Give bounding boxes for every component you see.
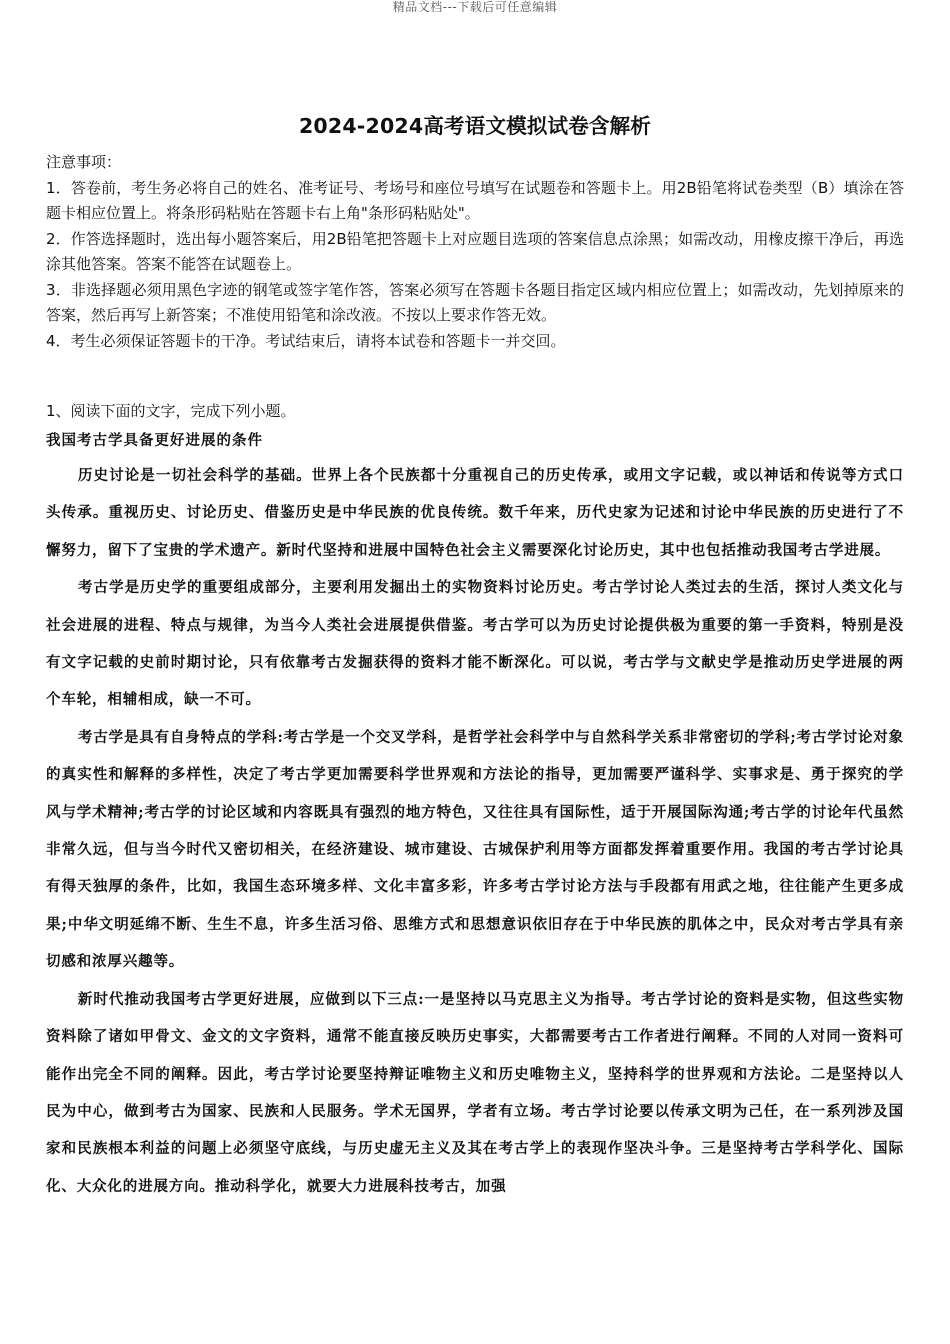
- question-intro: 1、阅读下面的文字，完成下列小题。: [46, 402, 296, 420]
- notice-item-3: 3．非选择题必须用黑色字迹的钢笔或签字笔作答，答案必须写在答题卡各题目指定区域内相应位置上；如需改动，先划掉原来的答案，然后再写上新答案；不准使用铅笔和涂改液。不按以上要求作答无效。: [46, 280, 904, 324]
- passage-paragraph-4: 新时代推动我国考古学更好进展，应做到以下三点:一是坚持以马克思主义为指导。考古学讨论的资料是实物，但这些实物资料除了诸如甲骨文、金文的文字资料，通常不能直接反映历史事实，大都需要考古工作者进行阐释。不同的人对同一资料可能作出完全不同的阐释。因此，考古学讨论要坚持辩证唯物主义和历史唯物主义，坚持科学的世界观和方法论。二是坚持以人民为中心，做到考古为国家、民族和人民服务。学术无国界，学者有立场。考古学讨论要以传承文明为己任，在一系列涉及国家和民族根本利益的问题上必须坚守底线，与历史虚无主义及其在考古学上的表现作坚决斗争。三是坚持考古学科学化、国际化、大众化的进展方向。推动科学化，就要大力进展科技考古，加强: [46, 990, 904, 1195]
- passage-paragraph-1: 历史讨论是一切社会科学的基础。世界上各个民族都十分重视自己的历史传承，或用文字记载，或以神话和传说等方式口头传承。重视历史、讨论历史、借鉴历史是中华民族的优良传统。数千年来，历代史家为记述和讨论中华民族的历史进行了不懈努力，留下了宝贵的学术遗产。新时代坚持和进展中国特色社会主义需要深化讨论历史，其中也包括推动我国考古学进展。: [46, 467, 904, 559]
- passage-paragraph-3: 考古学是具有自身特点的学科:考古学是一个交叉学科，是哲学社会科学中与自然科学关系非常密切的学科;考古学讨论对象的真实性和解释的多样性，决定了考古学更加需要科学世界观和方法论的指导，更加需要严谨科学、实事求是、勇于探究的学风与学术精神;考古学的讨论区域和内容既具有强烈的地方特色，又往往具有国际性，适于开展国际沟通;考古学的讨论年代虽然非常久远，但与当今时代又密切相关，在经济建设、城市建设、古城保护利用等方面都发挥着重要作用。我国的考古学讨论具有得天独厚的条件，比如，我国生态环境多样、文化丰富多彩，许多考古学讨论方法与手段都有用武之地，往往能产生更多成果;中华文明延绵不断、生生不息，许多生活习俗、思维方式和思想意识依旧存在于中华民族的肌体之中，民众对考古学具有亲切感和浓厚兴趣等。: [46, 728, 904, 971]
- passage-body: [46, 457, 904, 1205]
- document-title: 2024-2024高考语文模拟试卷含解析: [298, 114, 652, 138]
- passage-paragraph-2: 考古学是历史学的重要组成部分，主要利用发掘出土的实物资料讨论历史。考古学讨论人类过去的生活，探讨人类文化与社会进展的进程、特点与规律，为当今人类社会进展提供借鉴。考古学可以为历史讨论提供极为重要的第一手资料，特别是没有文字记载的史前时期讨论，只有依靠考古发掘获得的资料才能不断深化。可以说，考古学与文献史学是推动历史学进展的两个车轮，相辅相成，缺一不可。: [46, 579, 904, 709]
- page-header-watermark: 精品文档---下载后可任意编辑: [392, 0, 558, 14]
- notice-section: [46, 150, 904, 354]
- notice-item-4: 4．考生必须保证答题卡的干净。考试结束后，请将本试卷和答题卡一并交回。: [46, 331, 566, 350]
- notice-item-2: 2．作答选择题时，选出每小题答案后，用2B铅笔把答题卡上对应题目选项的答案信息点涂黑；如需改动，用橡皮擦干净后，再选涂其他答案。答案不能答在试题卷上。: [46, 229, 904, 273]
- question-1: [46, 399, 904, 1205]
- notice-item-1: 1．答卷前，考生务必将自己的姓名、准考证号、考场号和座位号填写在试题卷和答题卡上。用2B铅笔将试卷类型（B）填涂在答题卡相应位置上。将条形码粘贴在答题卡右上角"条形码粘贴处"。: [46, 178, 904, 222]
- notice-heading: 注意事项：: [46, 153, 122, 171]
- passage-title: 我国考古学具备更好进展的条件: [46, 432, 263, 449]
